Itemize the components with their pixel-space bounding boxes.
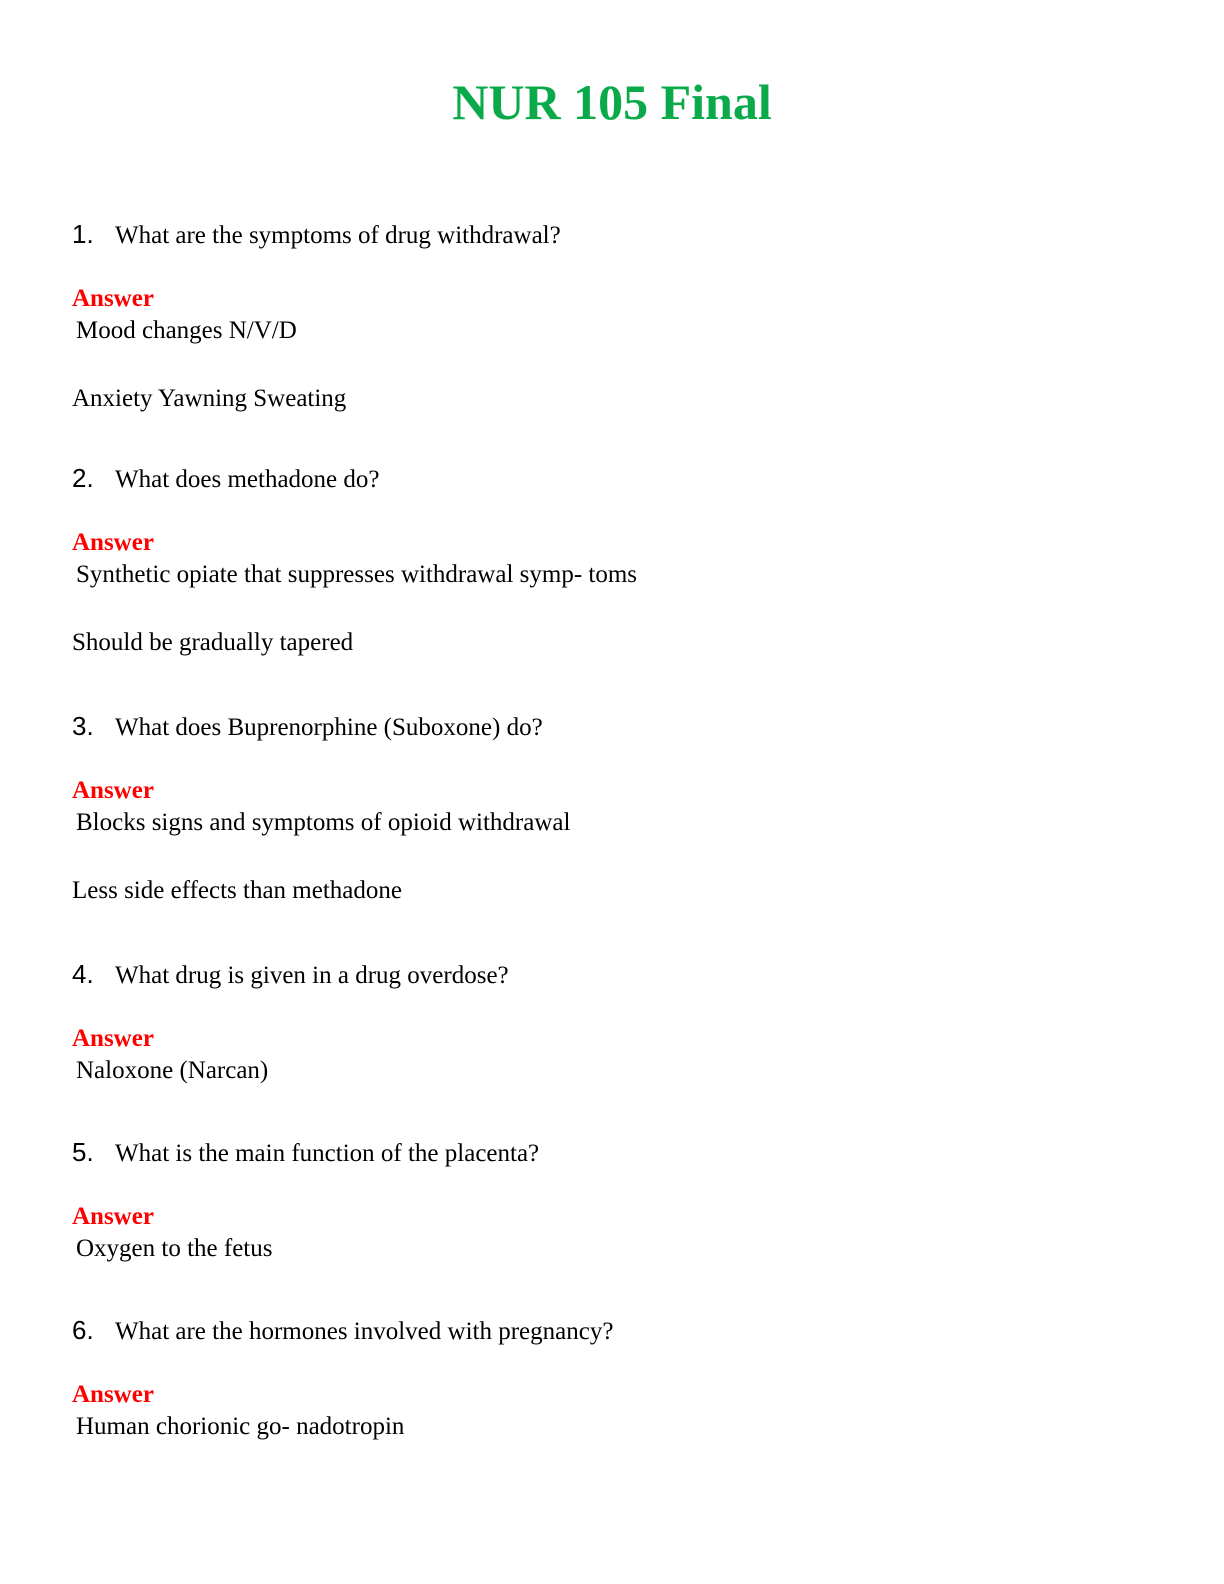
question-block <box>72 959 1152 1086</box>
answer-text: Blocks signs and symptoms of opioid withdrawal <box>76 809 571 836</box>
question-line <box>72 1137 1152 1169</box>
question-line <box>72 1315 1152 1347</box>
answer-text: Oxygen to the fetus <box>76 1235 273 1262</box>
answer-label: Answer <box>72 1025 154 1052</box>
answer-label: Answer <box>72 777 154 804</box>
question-text: What does Buprenorphine (Suboxone) do? <box>115 714 543 741</box>
answer-label: Answer <box>72 1381 154 1408</box>
question-block <box>72 1315 1152 1442</box>
question-number: 3. <box>72 711 94 741</box>
answer-extra-text: Anxiety Yawning Sweating <box>72 385 347 412</box>
question-text: What are the hormones involved with pregnancy? <box>115 1318 614 1345</box>
question-line <box>72 219 1152 251</box>
document-title: NUR 105 Final <box>452 74 772 130</box>
question-number: 4. <box>72 959 94 989</box>
question-block <box>72 1137 1152 1264</box>
answer-text: Naloxone (Narcan) <box>76 1057 269 1084</box>
question-text: What drug is given in a drug overdose? <box>115 962 509 989</box>
answer-label: Answer <box>72 529 154 556</box>
question-line <box>72 463 1152 495</box>
question-block <box>72 711 1152 906</box>
question-text: What are the symptoms of drug withdrawal? <box>115 222 561 249</box>
question-number: 5. <box>72 1137 94 1167</box>
answer-label: Answer <box>72 285 154 312</box>
question-line <box>72 959 1152 991</box>
answer-label: Answer <box>72 1203 154 1230</box>
question-block <box>72 219 1152 414</box>
answer-extra-text: Less side effects than methadone <box>72 877 402 904</box>
answer-text: Synthetic opiate that suppresses withdrawal symp- toms <box>76 561 638 588</box>
question-block <box>72 463 1152 658</box>
answer-text: Mood changes N/V/D <box>76 317 297 344</box>
question-number: 2. <box>72 463 94 493</box>
question-text: What does methadone do? <box>115 466 380 493</box>
question-number: 1. <box>72 219 94 249</box>
answer-extra-text: Should be gradually tapered <box>72 629 354 656</box>
answer-text: Human chorionic go- nadotropin <box>76 1413 405 1440</box>
question-line <box>72 711 1152 743</box>
question-text: What is the main function of the placenta? <box>115 1140 540 1167</box>
question-number: 6. <box>72 1315 94 1345</box>
